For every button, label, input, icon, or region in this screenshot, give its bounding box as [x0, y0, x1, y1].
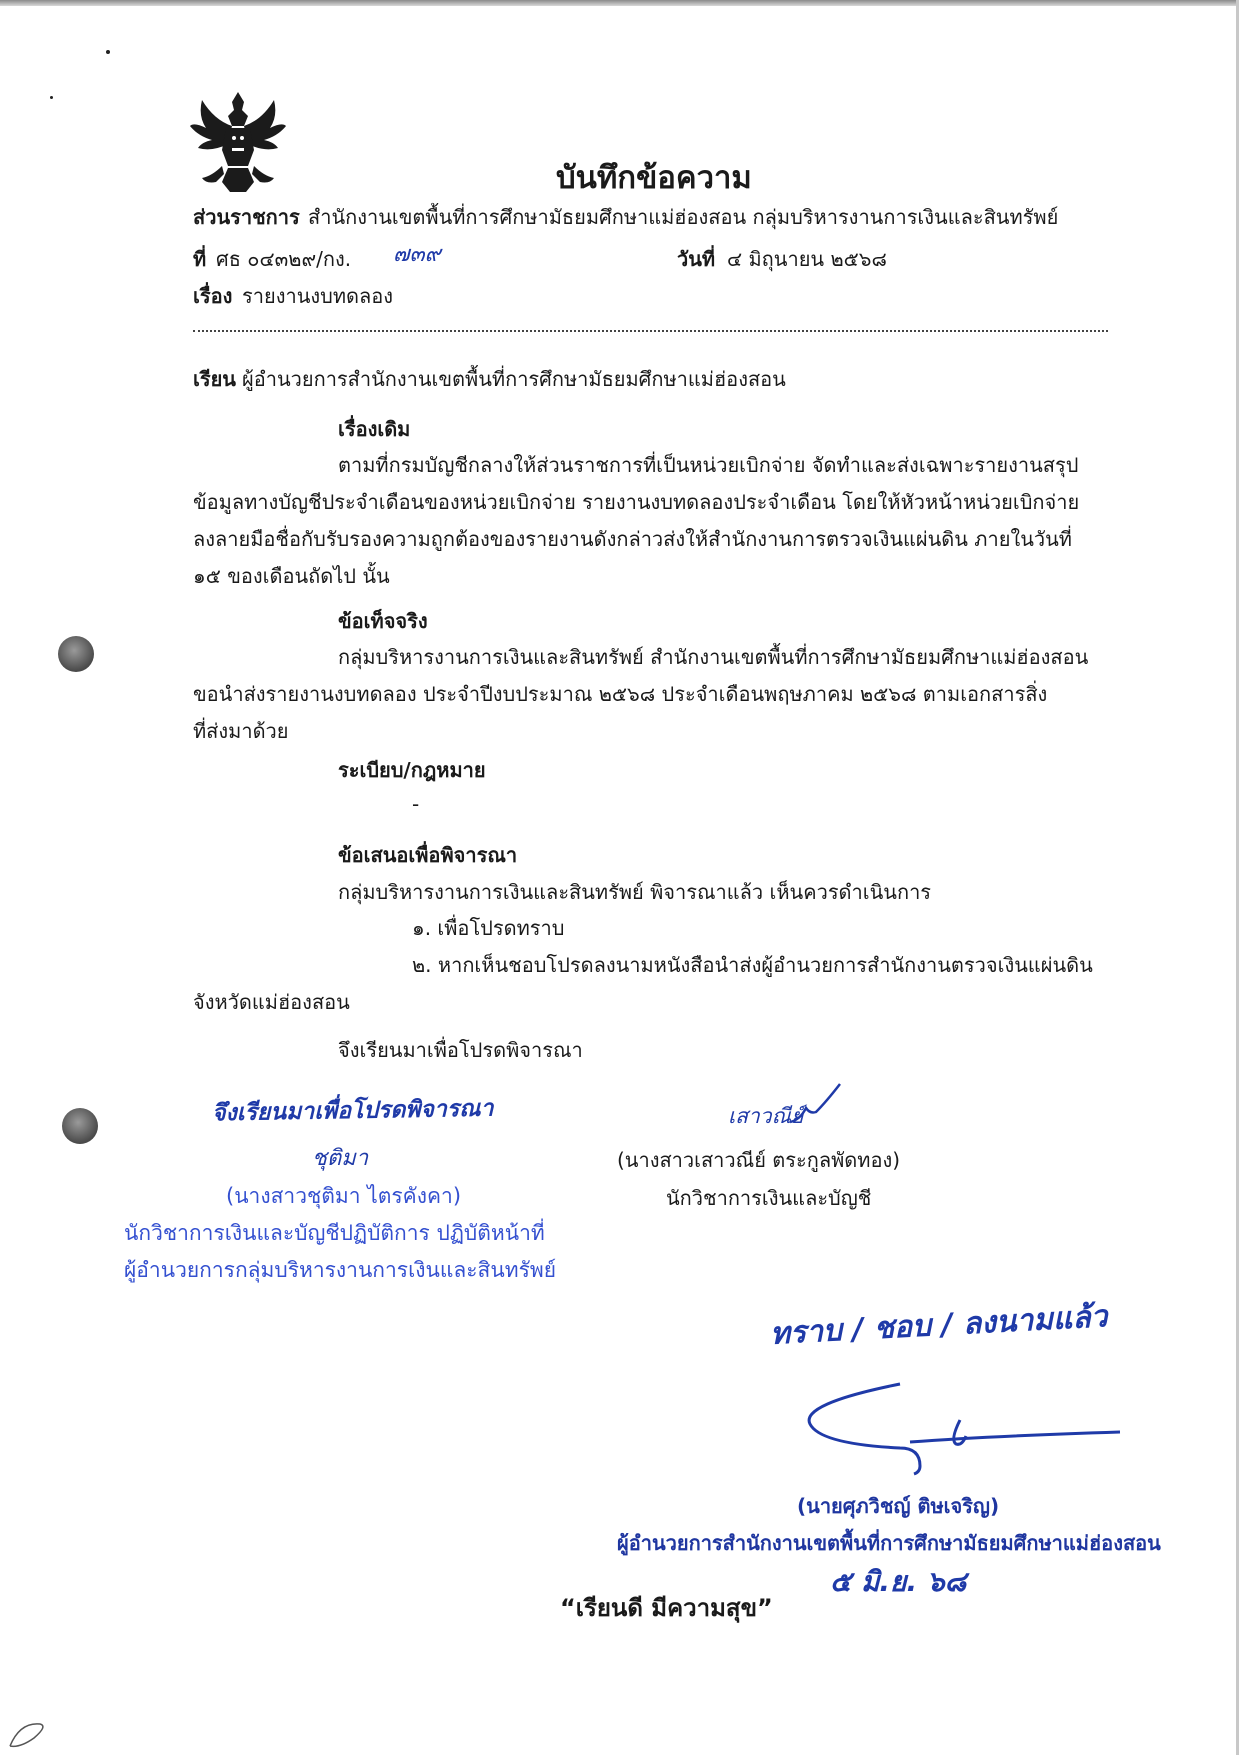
background-line-4: ๑๕ ของเดือนถัดไป นั้น — [193, 564, 390, 588]
left-signer-name: (นางสาวชุติมา ไตรคังคา) — [226, 1184, 462, 1208]
proposal-intro: กลุ่มบริหารงานการเงินและสินทรัพย์ พิจารณาแล้ว เห็นควรดำเนินการ — [338, 880, 932, 904]
agency-label: ส่วนราชการ — [193, 205, 300, 229]
date-label: วันที่ — [677, 247, 716, 271]
proposal-item-2-continued: จังหวัดแม่ฮ่องสอน — [193, 990, 350, 1014]
director-handwritten-note: ทราบ / ชอบ / ลงนามแล้ว — [769, 1299, 1109, 1352]
reference-handwritten-number: ๗๓๙ — [393, 242, 441, 267]
director-position: ผู้อำนวยการสำนักงานเขตพื้นที่การศึกษามัธยมศึกษาแม่ฮ่องสอน — [617, 1531, 1161, 1555]
punch-hole — [58, 636, 94, 672]
background-line-1: ตามที่กรมบัญชีกลางให้ส่วนราชการที่เป็นหน่วยเบิกจ่าย จัดทำและส่งเฉพาะรายงานสรุป — [338, 453, 1079, 477]
left-handwritten-note: จึงเรียนมาเพื่อโปรดพิจารณา — [211, 1095, 494, 1127]
director-handwritten-date: ๕ มิ.ย. ๖๘ — [830, 1565, 967, 1598]
background-line-2: ข้อมูลทางบัญชีประจำเดือนของหน่วยเบิกจ่าย รายงานงบทดลองประจำเดือน โดยให้หัวหน้าหน่วยเบิกจ่าย — [193, 490, 1080, 514]
director-name: (นายศุภวิชญ์ ติษเจริญ) — [797, 1494, 1000, 1518]
garuda-emblem-icon — [188, 88, 288, 198]
background-heading: เรื่องเดิม — [338, 417, 411, 441]
regulations-value: - — [412, 792, 420, 816]
proposal-heading: ข้อเสนอเพื่อพิจารณา — [338, 843, 518, 867]
facts-line-1: กลุ่มบริหารงานการเงินและสินทรัพย์ สำนักงานเขตพื้นที่การศึกษามัธยมศึกษาแม่ฮ่องสอน — [338, 645, 1089, 669]
reference-number: ศธ ๐๔๓๒๙/กง. — [216, 247, 352, 271]
right-signature-stroke — [786, 1082, 846, 1132]
subject-value: รายงานงบทดลอง — [242, 284, 394, 308]
left-signature: ชุติมา — [312, 1146, 369, 1171]
date-value: ๔ มิถุนายน ๒๕๖๘ — [727, 247, 887, 271]
closing-line: จึงเรียนมาเพื่อโปรดพิจารณา — [338, 1038, 583, 1062]
header-divider — [193, 330, 1108, 332]
background-line-3: ลงลายมือชื่อกับรับรองความถูกต้องของรายงานดังกล่าวส่งให้สำนักงานการตรวจเงินแผ่นดิน ภายในวันที่ — [193, 527, 1072, 551]
addressee-value: ผู้อำนวยการสำนักงานเขตพื้นที่การศึกษามัธยมศึกษาแม่ฮ่องสอน — [242, 367, 786, 391]
corner-mark-icon — [6, 1712, 56, 1752]
reference-label: ที่ — [193, 247, 207, 271]
agency-value: สำนักงานเขตพื้นที่การศึกษามัธยมศึกษาแม่ฮ่องสอน กลุ่มบริหารงานการเงินและสินทรัพย์ — [308, 205, 1059, 229]
punch-hole — [62, 1108, 98, 1144]
right-signature: เสาวณีย์ — [728, 1104, 804, 1128]
footer-slogan: “เรียนดี มีความสุข” — [560, 1594, 773, 1622]
facts-line-2: ขอนำส่งรายงานงบทดลอง ประจำปีงบประมาณ ๒๕๖๘ ประจำเดือนพฤษภาคม ๒๕๖๘ ตามเอกสารสิ่ง — [193, 682, 1048, 706]
scan-top-edge — [0, 0, 1239, 6]
subject-label: เรื่อง — [193, 284, 233, 308]
director-signature-stroke — [790, 1380, 1130, 1480]
facts-heading: ข้อเท็จจริง — [338, 609, 428, 633]
left-signer-position-1: นักวิชาการเงินและบัญชีปฏิบัติการ ปฏิบัติหน้าที่ — [124, 1221, 545, 1245]
proposal-item-2: ๒. หากเห็นชอบโปรดลงนามหนังสือนำส่งผู้อำนวยการสำนักงานตรวจเงินแผ่นดิน — [412, 953, 1093, 977]
document-title: บันทึกข้อความ — [556, 160, 752, 196]
scan-speck — [106, 50, 110, 54]
right-signer-name: (นางสาวเสาวณีย์ ตระกูลพัดทอง) — [617, 1148, 901, 1172]
right-signer-position: นักวิชาการเงินและบัญชี — [666, 1186, 872, 1210]
scan-speck — [50, 96, 53, 99]
proposal-item-1: ๑. เพื่อโปรดทราบ — [412, 916, 565, 940]
regulations-heading: ระเบียบ/กฎหมาย — [338, 758, 486, 782]
facts-line-3: ที่ส่งมาด้วย — [193, 719, 289, 743]
left-signer-position-2: ผู้อำนวยการกลุ่มบริหารงานการเงินและสินทรัพย์ — [124, 1258, 556, 1282]
addressee-label: เรียน — [193, 367, 236, 391]
